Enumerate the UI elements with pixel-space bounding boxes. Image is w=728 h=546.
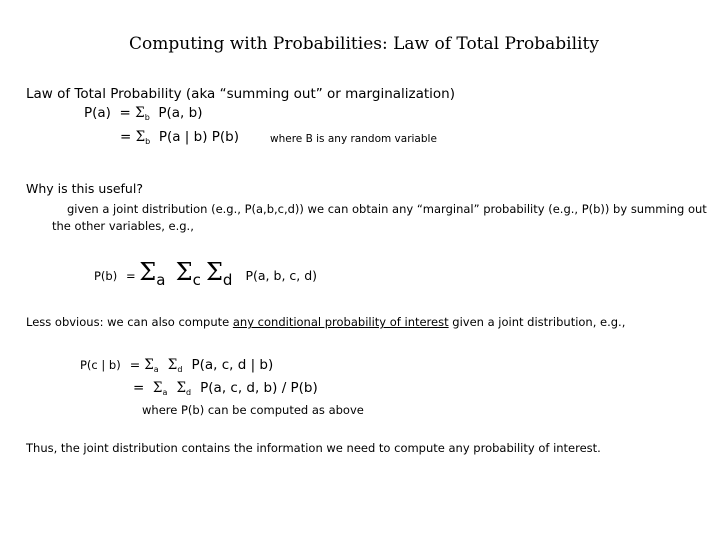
marginal-eq-rhs: P(a, b, c, d) (245, 268, 318, 283)
law-eq2-rhs: P(a | b) P(b) (158, 129, 240, 145)
sum-subscript-d: d (185, 388, 192, 397)
sum-subscript-a: a (153, 365, 159, 374)
cond-eq1-lhs: P(c | b) (80, 358, 121, 372)
sigma-symbol: Σ (144, 357, 154, 373)
sigma-symbol: Σ (152, 380, 163, 396)
why-heading: Why is this useful? (26, 181, 143, 196)
cond-eq2-rhs: P(a, c, d, b) / P(b) (200, 380, 318, 396)
sum-subscript-d: d (177, 365, 183, 374)
sigma-symbol: Σ (175, 258, 193, 286)
less-obvious-text (26, 315, 625, 329)
why-line-1: given a joint distribution (e.g., P(a,b,c,d)) we can obtain any “marginal” probability (e.g., P(b)) by summing out (67, 202, 707, 216)
less-suffix: given a joint distribution, e.g., (452, 315, 626, 329)
sum-subscript-d: d (222, 271, 233, 289)
marginal-equation: P(b) = Σa Σc Σd P(a, b, c, d) (94, 258, 318, 289)
sigma-symbol: Σ (167, 357, 178, 373)
law-note: where B is any random variable (270, 133, 437, 145)
less-underlined: any conditional probability of interest (232, 315, 449, 329)
sigma-symbol: Σ (135, 129, 146, 145)
sigma-symbol: Σ (205, 258, 223, 286)
law-equation-2: = $\Sigma_b$ P(a | b) P(b) (120, 129, 240, 146)
sigma-symbol: Σ (135, 105, 145, 121)
law-heading: Law of Total Probability (aka “summing out” or marginalization) (26, 86, 456, 102)
cond-eq1-rhs: P(a, c, d | b) (191, 357, 274, 373)
sum-subscript: b (145, 137, 151, 146)
why-line-2: the other variables, e.g., (52, 219, 194, 233)
sum-subscript: b (144, 113, 150, 122)
law-eq1-lhs: P(a) (84, 105, 111, 121)
less-prefix: Less obvious: we can also compute (26, 315, 230, 329)
sum-subscript-c: c (192, 271, 201, 289)
sigma-symbol: Σ (176, 380, 186, 396)
marginal-eq-lhs: P(b) (94, 269, 118, 283)
sigma-symbol: Σ (139, 258, 157, 286)
sum-subscript-a: a (156, 271, 166, 289)
sum-subscript-a: a (162, 388, 168, 397)
conditional-equation-2: = Σa Σd P(a, c, d, b) / P(b) (133, 380, 318, 397)
law-equation-1: $P(a) = \Sigma_b$ P(a, b) (84, 105, 203, 122)
slide-title: Computing with Probabilities: Law of Total Probability (129, 34, 599, 54)
law-eq1-rhs: P(a, b) (158, 105, 203, 121)
conclusion-text: Thus, the joint distribution contains the information we need to compute any probability of interest. (26, 441, 601, 455)
conditional-note: where P(b) can be computed as above (142, 403, 364, 417)
conditional-equation-1: P(c | b) = Σa Σd P(a, c, d | b) (80, 357, 274, 374)
